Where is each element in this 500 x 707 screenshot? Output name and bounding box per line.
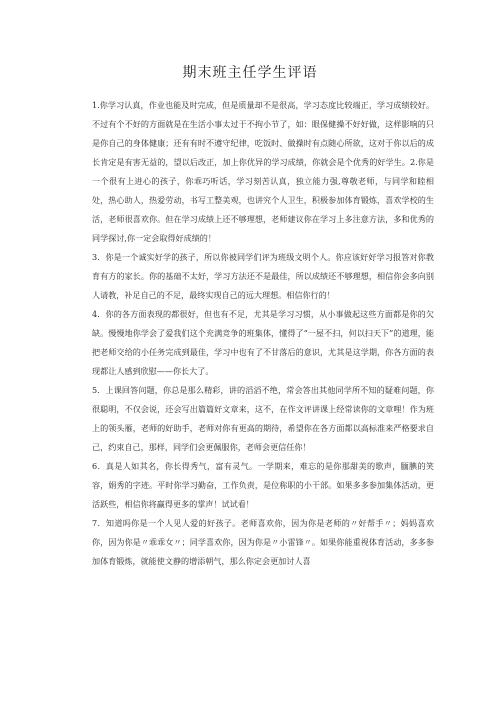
document-body — [92, 96, 434, 571]
paragraph-7: 7．知道吗你是一个人见人爱的好孩子。老师喜欢你，因为你是老师的〃好帮手〃；妈妈喜欢你，因为你是〃乖乖女〃；同学喜欢你，因为你是〃小雷锋〃。如果你能重视体育活动，多多参加体育锻炼，就能使文静的增添朝气，那么你定会更加讨人喜 — [92, 518, 434, 566]
paragraph-5: 5．上课回答问题，你总是那么精彩，讲的滔滔不绝，常会答出其他同学所不知的疑难问题，你很聪明，不仅会说，还会写出篇篇好文章来，这不，在作文评讲课上经常读你的文章哩！作为班上的领头雁，老师的好助手，老师对你有更高的期待，希望你在各方面都以高标准来严格要求自己，约束自己，那样，同学们会更佩服你，老师会更信任你！ — [92, 385, 434, 452]
paragraph-3: 3．你是一个诚实好学的孩子，所以你被同学们评为班级文明个人。你应该好好学习报答对你教育有方的家长。你的基础不太好，学习方法还不是最佳，所以成绩还不够理想，相信你会多向别人请教，补足自己的不足，最终实现自己的远大理想。相信你行的！ — [92, 252, 434, 300]
paragraph-1-2: 1.你学习认真，作业也能及时完成，但是质量却不是很高，学习态度比较端正，学习成绩较好。不过有个不好的方面就是在生活小事太过于不拘小节了，如：眼保健操不好好做，这样影响的只是你自己的身体健康；还有有时不遵守纪律，吃饭时、做操时有点随心所欲，这对于你以后的成长肯定是有害无益的，望以后改正，加上你优异的学习成绩，你就会是个优秀的好学生。2.你是一个很有上进心的孩子，你乖巧听话，学习刻苦认真，独立能力强,尊敬老师，与同学和睦相处，热心助人，热爱劳动，书写工整美观，也讲究个人卫生，积极参加体育锻炼，喜欢学校的生活，老师很喜欢你。但在学习成绩上还不够理想，老师建议你在学习上多注意方法，多和优秀的同学探讨,你一定会取得好成绩的！ — [92, 100, 434, 243]
document-title: 期末班主任学生评语 — [182, 65, 318, 81]
paragraph-4: 4．你的各方面表现的都很好，但也有不足，尤其是学习习惯，从小事做起这些方面都是你的欠缺。慢慢地你学会了爱我们这个充满竞争的班集体，懂得了“一屋不扫，何以扫天下”的道理，能把老师交给的小任务完成到最佳，学习中也有了不甘落后的意识，尤其是这学期，你各方面的表现都让人感到欣慰——你长大了。 — [92, 309, 434, 376]
paragraph-6: 6．真是人如其名，你长得秀气，富有灵气。一学期来，难忘的是你那甜美的歌声，腼腆的笑容，娟秀的字迹。平时你学习勤奋，工作负责，是位称职的小干部。如果多多参加集体活动，更活跃些，相信你将赢得更多的掌声！试试看！ — [92, 461, 434, 509]
